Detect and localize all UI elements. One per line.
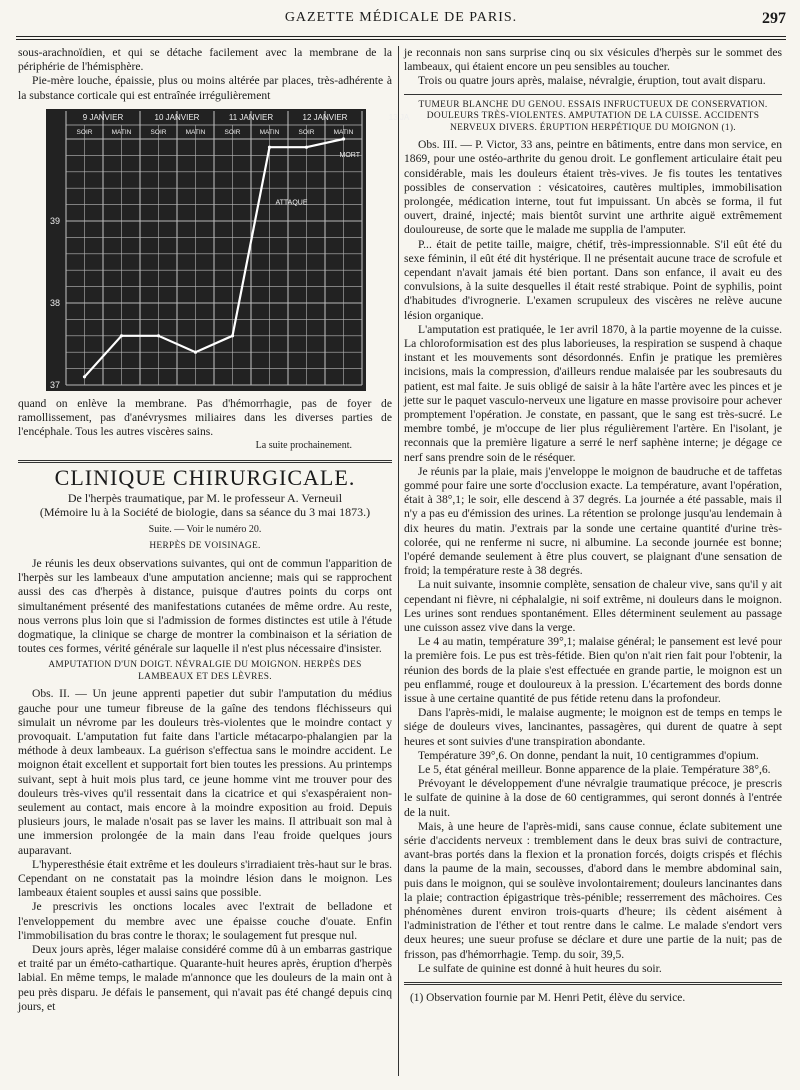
period-label: MATIN [333, 128, 354, 136]
paragraph: Trois ou quatre jours après, malaise, névralgie, éruption, tout avait disparu. [418, 74, 766, 88]
annotation-mort: MORT [339, 152, 360, 160]
paragraph: Le 5, état général meilleur. Bonne apparence de la plaie. Température 38°,6. [418, 763, 771, 777]
paragraph: La nuit suivante, insomnie complète, sensation de chaleur vive, sans qu'il y ait cependant ni fièvre, ni céphalalgie, ni soif extrême, ni douleurs dans le moignon. Les urines sont rendues spontanément. Elles déterminent seulement au passage une cuisson assez vive dans la verge. [404, 578, 782, 635]
paragraph: quand on enlève la membrane. Pas d'hémorrhagie, pas de foyer de ramollissement, pas d'anévrysmes miliaires dans les diverses parties de l'encéphale. Tous les autres viscères sains. [18, 396, 392, 439]
paragraph: Obs. III. — P. Victor, 33 ans, peintre en bâtiments, entre dans mon service, en 1869, pour une ostéo-arthrite du genou droit. Le gonflement articulaire était peu considérable, mais les douleurs étaient très-vives. Je fis toutes les tentatives possibles de conservation : vésicatoires, cautères multiples, immobilisation prolongée, médication interne, tout fut impuissant. Un abcès se forma, il fut ouvert, drainé, injecté; mais bientôt survint une arthrite aiguë extrêmement douloureuse, de sorte que le malade me supplia de l'amputer. [404, 138, 782, 237]
section-separator [18, 460, 392, 463]
y-tick-label: 37 [50, 379, 61, 390]
suite-note: La suite prochainement. [255, 440, 352, 452]
y-tick-label: 38 [50, 297, 61, 308]
paragraph: Je réunis les deux observations suivantes, qui ont de commun l'apparition de l'herpès sur les lambeaux d'une amputation ancienne; mais qui se rapprochent aussi des cas d'herpès à distance, puisque d'autres points du corps ont simultanément présenté des manifestations cutanées de même ordre. Au reste, nous verrons plus loin que si l'admission de formes distinctes est utile à l'étude dogmatique, la clinique se charge de montrer la combinaison et la sériation de toutes ces formes, vérité générale sur laquelle il n'est plus nécessaire d'insister. [18, 556, 392, 656]
paragraph: L'hyperesthésie était extrême et les douleurs s'irradiaient très-haut sur le bras. Cependant on ne constatait pas la moindre lésion dans le moignon. Les lambeaux étaient souples et aussi sains que possible. [18, 857, 392, 900]
y-tick-label: 39 [50, 215, 61, 226]
header-rule [16, 36, 786, 37]
column-divider [398, 46, 399, 1076]
data-point [342, 137, 345, 140]
period-label: SOIR [150, 128, 167, 136]
paragraph: Deux jours après, léger malaise considéré comme dû à un embarras gastrique et traité par un éméto-cathartique. Quarante-huit heures après, éruption d'herpès labial. En même temps, le malade m'annonce que les douleurs de la main ont à peu près disparu. Je défais le pansement, qui n'avait pas été changé depuis cinq jours, et [18, 943, 392, 1013]
paragraph: Pie-mère louche, épaissie, plus ou moins altérée par places, très-adhérente à la substance corticale qui est entraînée irrégulièrement [18, 74, 392, 102]
paragraph: Le sulfate de quinine est donné à huit heures du soir. [418, 961, 662, 975]
day-label: 12 JANVIER [302, 112, 348, 122]
data-point [83, 375, 86, 378]
paragraph: Je prescrivis les onctions locales avec l'extrait de belladone et l'enveloppement du membre avec une épaisse couche d'ouate. Enfin l'immobilisation du bras contre le thorax; le soulagement fut presque nul. [18, 900, 392, 942]
day-label: 9 JANVIER [82, 112, 124, 122]
data-point [194, 350, 197, 353]
period-label: MATIN [259, 128, 280, 136]
temperature-chart [46, 109, 410, 391]
article-title: De l'herpès traumatique, par M. le professeur A. Verneuil [67, 490, 343, 505]
section-title: CLINIQUE CHIRURGICALE. [54, 464, 356, 490]
paragraph: Mais, à une heure de l'après-midi, sans cause connue, éclate subitement une série d'accidents nerveux : tremblement dans le deux bras suivi de contracture, avant-bras portés dans la flexion et la pronation forcés, doigts crispés et fléchis dans la paume de la main, secousses, d'abord dans le membre abdominal sain, puis dans le moignon, qui se soulève involontairement; douleurs lancinantes dans la plaie; contraction épigastrique très-pénible; resserrement des mâchoires. Ces phénomènes durent environ trois-quarts d'heure; ils cèdent aisément à l'administration de l'éther et tout rentre dans le calme. Le malade s'endort vers deux heures; une sueur profuse se déclare et dure une partie de la nuit; pas de frisson, pas d'hémorrhagie. Temp. du soir, 39,5. [404, 819, 782, 961]
period-label: SOIR [298, 128, 315, 136]
paragraph: Je réunis par la plaie, mais j'enveloppe le moignon de baudruche et de taffetas gommé pour faire une sorte d'occlusion exacte. La température, avant l'opération, était à 38°,1; le soir, elle descend à 37 degrés. La journée a été passable, mais il n'y a pas eu d'émission des urines. La rétention se prolonge jusqu'au lendemain à dix heures du matin. J'extrais par la sonde une certaine quantité d'urine très-colorée, qui ne renferme ni sucre, ni albumine. La seconde journée est bonne; l'opéré demande seulement à être plus couvert, se plaignant d'une sensation de froid; la température reste à 38 degrés. [404, 464, 782, 578]
footnote: (1) Observation fournie par M. Henri Petit, élève du service. [410, 992, 686, 1005]
paragraph: Prévoyant le développement d'une névralgie traumatique précoce, je prescris le sulfate de quinine à la dose de 60 centigrammes, qui seront donnés à l'entrée de la nuit. [404, 777, 782, 819]
period-label: SOIR [76, 128, 93, 136]
journal-title: GAZETTE MÉDICALE DE PARIS. [284, 10, 518, 25]
subheading: HERPÈS DE VOISINAGE. [149, 541, 261, 552]
data-point [157, 334, 160, 337]
left-column [18, 46, 410, 1014]
data-point [305, 145, 308, 148]
period-label: MATIN [185, 128, 206, 136]
header-rule-2 [16, 39, 786, 40]
suite-reference: Suite. — Voir le numéro 20. [148, 524, 262, 536]
paragraph: P... était de petite taille, maigre, chétif, très-impressionnable. S'il eût été du sexe féminin, il eût été dit hystérique. Il ne présentait aucune trace de scrofule et cependant n'avait jamais été bien portant. Dans son enfance, il avait eu des convulsions, à la suite desquelles il était resté strabique. Point de syphilis, point d'habitudes d'ivrognerie. L'examen scrupuleux des viscères ne relève aucune lésion organique. [404, 237, 782, 322]
day-label: 11 JANVIER [228, 112, 274, 122]
paragraph: je reconnais non sans surprise cinq ou six vésicules d'herpès sur le sommet des lambeaux, qui étaient encore un peu sensibles au toucher. [404, 46, 782, 74]
observation-heading: TUMEUR BLANCHE DU GENOU. ESSAIS INFRUCTUEUX DE CONSERVATION. DOULEURS TRÈS-VIOLENTES. AMPUTATION DE LA CUISSE. ACCIDENTS NERVEUX DIVERS. ÉRUPTION HERPÉTIQUE DU MOIGNON (1). [418, 99, 768, 133]
paragraph: Obs. II. — Un jeune apprenti papetier dut subir l'amputation du médius gauche pour une tumeur fibreuse de la gaîne des tendons fléchisseurs qui simulait un névrome par les douleurs très-violentes que le moindre contact y provoquait. L'amputation fut faite dans l'article métacarpo-phalangien par la méthode à deux lambeaux. La guérison s'effectua sans le moindre accident. Le moignon était excellent et supportait fort bien toutes les pressions. Au printemps suivant, sept à huit mois plus tard, ce jeune homme vint me trouver pour des douleurs très-vives qu'il ressentait dans la cicatrice et qui s'exaspéraient non-seulement au contact, mais encore à la moindre exposition au froid. Depuis plusieurs jours, le malade n'osait pas se laver les mains. Il attribuait son mal à une immersion prolongée de la main dans l'eau froide quelques jours auparavant. [18, 687, 392, 857]
article-subtitle: (Mémoire lu à la Société de biologie, dans sa séance du 3 mai 1873.) [39, 505, 371, 520]
paragraph: Température 39°,6. On donne, pendant la nuit, 10 centigrammes d'opium. [418, 748, 759, 762]
paragraph: Dans l'après-midi, le malaise augmente; le moignon est de temps en temps le siége de douleurs vives, lancinantes, passagères, qui durent de quatre à sept heures et sont suivies d'une transpiration abondante. [404, 706, 782, 748]
footnote-separator [404, 982, 782, 985]
period-label: SOIR [224, 128, 241, 136]
day-label: 13 JA [388, 112, 410, 122]
data-point [268, 145, 271, 148]
paragraph: sous-arachnoïdien, et qui se détache facilement avec la membrane de la périphérie de l'hémisphère. [18, 46, 392, 74]
observation-heading: AMPUTATION D'UN DOIGT. NÉVRALGIE DU MOIGNON. HERPÈS DES LAMBEAUX ET DES LÈVRES. [48, 660, 362, 682]
annotation-attaque: ATTAQUE [275, 199, 308, 207]
day-label: 10 JANVIER [154, 112, 200, 122]
right-column [404, 46, 782, 1005]
page-header [16, 10, 786, 32]
paragraph: L'amputation est pratiquée, le 1er avril 1870, à la partie moyenne de la cuisse. La chloroformisation est des plus laborieuses, la respiration se suspend à chaque instant et les mouvements sont désordonnés. Enfin je pratique les premières incisions, mais la compression, d'ailleurs rendue malaisée par les soubresauts du patient, est mal faite. Je suis obligé de saisir à la hâte l'artère avec les pinces et je jette sur le paquet vasculo-nerveux une ligature en masse provisoire pour achever promptement l'opération. Je constate, en passant, que le sang est très-sucré. Le membre tombé, je m'occupe de lier plus régulièrement l'artère. En l'isolant, je reconnais que la première ligature a serré le nerf saphène interne; je dégage ce nerf sans prendre soin de le réséquer. [404, 322, 782, 464]
separator [404, 94, 782, 95]
period-label: MATIN [111, 128, 132, 136]
temperature-chart-svg [46, 109, 410, 391]
page-number: 297 [762, 10, 786, 27]
paragraph: Le 4 au matin, température 39°,1; malaise général; le pansement est levé pour la première fois. Le pus est très-fétide. Bien qu'on n'ait rien fait pour l'obtenir, la réunion des bords de la plaie s'est effectuée en grande partie, le moignon est un peu enflammé, rouge et douloureux à la pression. L'écartement des bords donne issue à une certaine quantité de pus fétide retenu dans la profondeur. [404, 635, 782, 706]
data-point [120, 334, 123, 337]
data-point [231, 334, 234, 337]
